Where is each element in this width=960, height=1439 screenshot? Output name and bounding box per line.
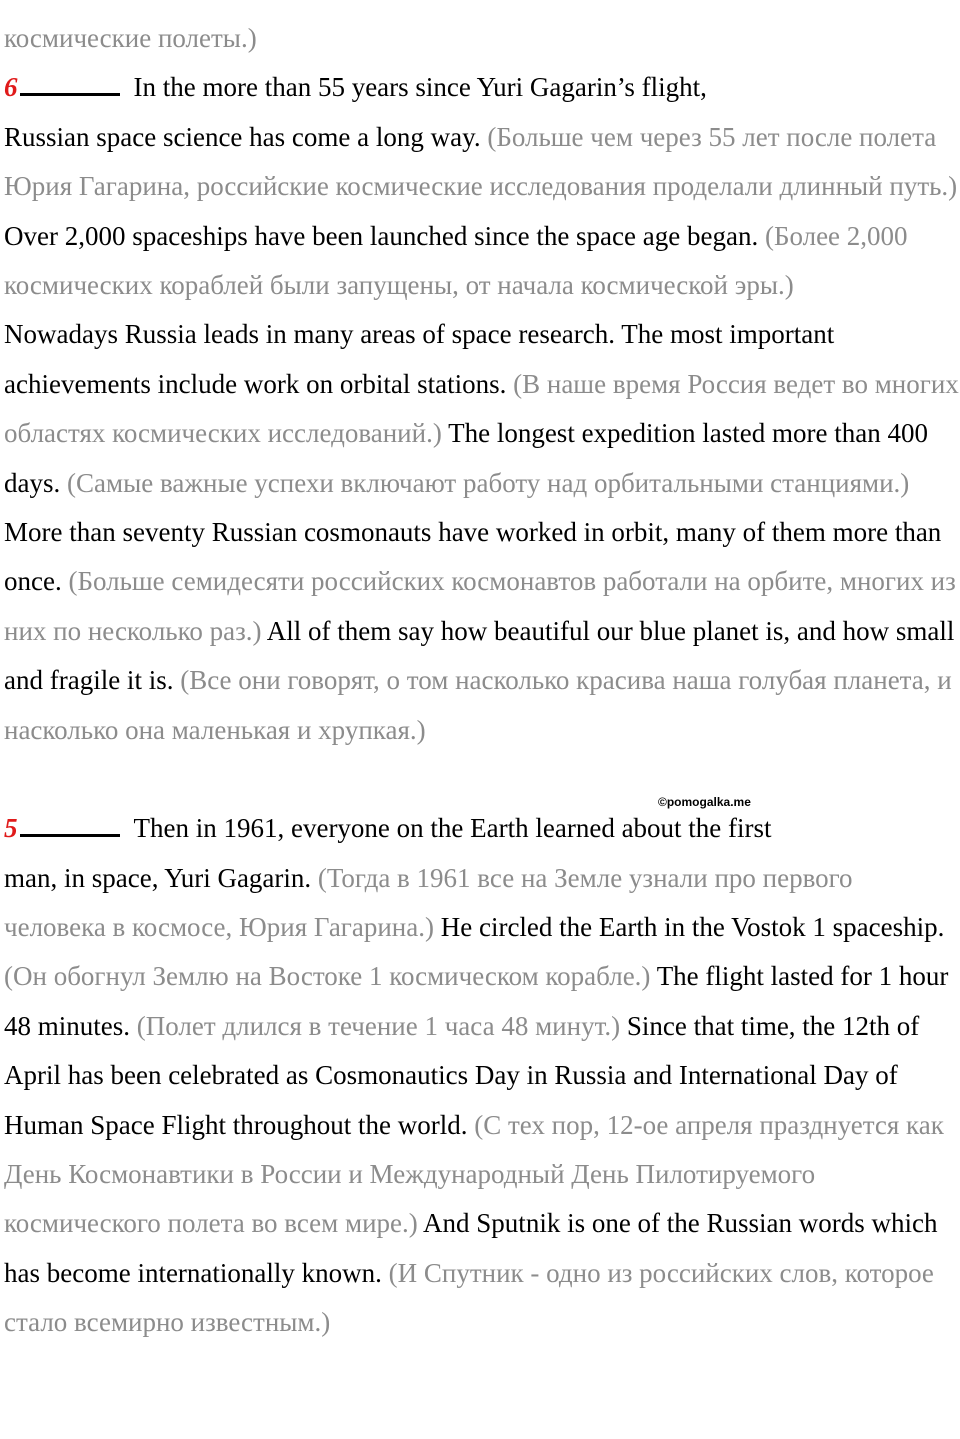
answer-blank[interactable] [20, 808, 120, 837]
section-5-heading-line [4, 804, 960, 853]
english-text: Since that time, the 12th of April has been celebrated as Cosmonautics Day in Russia and International Day of Human Space Flight throughout the world. [4, 1010, 920, 1140]
translation-text: (В наше время Россия ведет во многих областях космических исследований.) [4, 368, 959, 449]
section-6-body [4, 113, 960, 311]
translation-text: (С тех пор, 12-ое апреля празднуется как День Космонавтики в России и Международный День Пилотируемого космического полета во всем мире.) [4, 1109, 944, 1239]
english-text: All of them say how beautiful our blue planet is, and how small and fragile it is. [4, 615, 955, 696]
translation-text: (Он обогнул Землю на Востоке 1 космическом корабле.) [4, 961, 651, 992]
english-text: And Sputnik is one of the Russian words which has become internationally known. [4, 1208, 938, 1288]
section-number: 6 [4, 72, 18, 103]
english-text: The longest expedition lasted more than 400 days. [4, 418, 928, 498]
translation-text: (Более 2,000 космических кораблей были запущены, от начала космической эры.) [4, 220, 908, 301]
translation-text: космические полеты.) [4, 23, 257, 53]
english-text: The flight lasted for 1 hour 48 minutes. [4, 961, 949, 1041]
translation-text: (Все они говорят, о том насколько красива наша голубая планета, и насколько она маленькая и хрупкая.) [4, 665, 952, 745]
translation-text: (Больше чем через 55 лет после полета Юрия Гагарина, российские космические исследования проделали длинный путь.) [4, 121, 958, 202]
translation-text: (Самые важные успехи включают работу над орбитальными станциями.) [67, 467, 910, 498]
english-text: He circled the Earth in the Vostok 1 spaceship. [440, 911, 945, 942]
answer-blank[interactable] [20, 67, 120, 96]
english-text: In the more than 55 years since Yuri Gagarin’s flight, [133, 72, 707, 103]
english-text: Then in 1961, everyone on the Earth learned about the first [133, 813, 772, 844]
document-page [4, 14, 960, 1348]
watermark: ©pomogalka.me [658, 795, 751, 810]
translation-text: (Полет длился в течение 1 часа 48 минут.) [136, 1010, 621, 1041]
english-text: Over 2,000 spaceships have been launched since the space age began. [4, 220, 759, 251]
section-5-body [4, 854, 960, 1348]
translation-text: (Больше семидесяти российских космонавтов работали на орбите, многих из них по несколько раз.) [4, 566, 956, 646]
translation-text: (И Спутник - одно из российских слов, которое стало всемирно известным.) [4, 1257, 934, 1338]
section-6-paragraph-2 [4, 310, 960, 755]
english-text: More than seventy Russian cosmonauts have worked in orbit, many of them more than once. [4, 517, 942, 597]
english-text: man, in space, Yuri Gagarin. [4, 862, 312, 893]
section-6-heading-line [4, 63, 960, 112]
section-5 [4, 804, 960, 1347]
english-text: Russian space science has come a long way. [4, 121, 481, 152]
intro-tail [4, 14, 960, 63]
english-text: Nowadays Russia leads in many areas of space research. The most important achievements include work on orbital stations. [4, 319, 835, 399]
translation-text: (Тогда в 1961 все на Земле узнали про первого человека в космосе, Юрия Гагарина.) [4, 862, 853, 942]
section-number: 5 [4, 813, 18, 844]
section-6 [4, 63, 960, 755]
